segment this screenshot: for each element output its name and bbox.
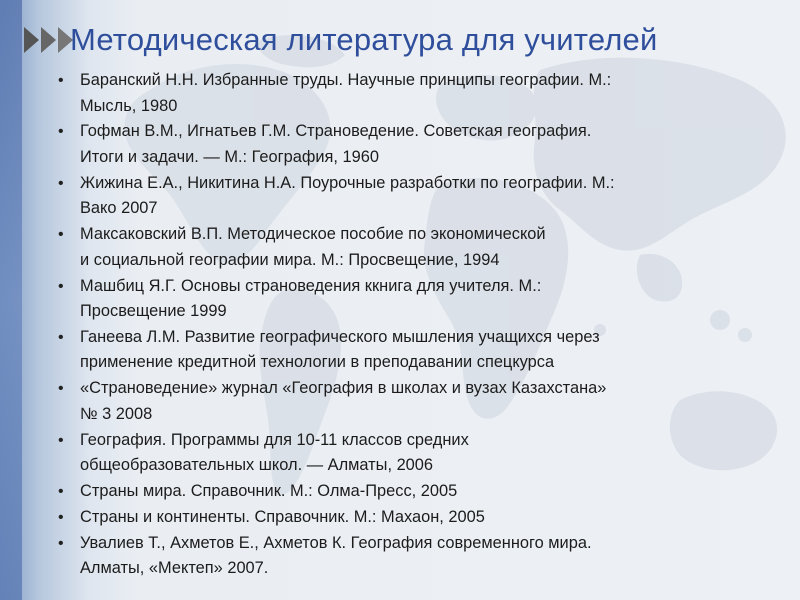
reference-line: Страны и континенты. Справочник. М.: Махаон, 2005 [80, 508, 485, 527]
list-item [56, 428, 776, 479]
reference-line: Увалиев Т., Ахметов Е., Ахметов К. География современного мира. [80, 533, 592, 552]
list-item [56, 222, 776, 273]
reference-line: Мысль, 1980 [80, 96, 178, 115]
list-item [56, 68, 776, 119]
arrow-icon-1 [24, 27, 39, 53]
list-item [56, 376, 776, 427]
reference-line: № 3 2008 [80, 404, 153, 423]
double-arrow-icon [24, 27, 73, 53]
reference-list [56, 68, 776, 582]
slide-title: Методическая литература для учителей [70, 22, 658, 57]
reference-line: Жижина Е.А., Никитина Н.А. Поурочные разработки по географии. М.: [80, 173, 615, 192]
reference-line: Алматы, «Мектеп» 2007. [80, 559, 269, 578]
bullet: • [58, 509, 64, 527]
bullet: • [58, 226, 64, 244]
reference-line: Вако 2007 [80, 199, 158, 218]
reference-line: Страны мира. Справочник. М.: Олма-Пресс, 2005 [80, 482, 458, 501]
reference-line: и социальной географии мира. М.: Просвещение, 1994 [80, 250, 500, 269]
list-item [56, 171, 776, 222]
arrow-icon-2 [41, 27, 56, 53]
left-sidebar-stripe [0, 0, 22, 600]
list-item [56, 505, 776, 531]
reference-line: Итоги и задачи. — М.: География, 1960 [80, 147, 379, 166]
reference-line: общеобразовательных школ. — Алматы, 2006 [80, 456, 434, 475]
reference-line: Ганеева Л.М. Развитие географического мышления учащихся через [80, 327, 600, 346]
list-item [56, 531, 776, 582]
reference-line: Просвещение 1999 [80, 302, 227, 321]
reference-line: «Страноведение» журнал «География в школах и вузах Казахстана» [80, 379, 607, 398]
reference-line: Машбиц Я.Г. Основы страноведения ккнига для учителя. М.: [80, 276, 542, 295]
bullet: • [58, 72, 64, 89]
bullet: • [58, 431, 64, 449]
bullet: • [58, 277, 64, 295]
bullet: • [58, 174, 64, 192]
reference-line: Максаковский В.П. Методическое пособие по экономической [80, 225, 546, 244]
list-item [56, 479, 776, 505]
bullet: • [58, 380, 64, 398]
reference-line: Гофман В.М., Игнатьев Г.М. Страноведение. Советская география. [80, 122, 592, 141]
list-item [56, 325, 776, 376]
reference-line: География. Программы для 10-11 классов средних [80, 430, 469, 449]
list-item [56, 119, 776, 170]
bullet: • [58, 123, 64, 141]
bullet: • [58, 483, 64, 501]
bullet: • [58, 328, 64, 346]
reference-line: применение кредитной технологии в преподавании спецкурса [80, 353, 555, 372]
bullet: • [58, 534, 64, 552]
list-item [56, 274, 776, 325]
reference-line: Баранский Н.Н. Избранные труды. Научные принципы географии. М.: [80, 71, 612, 89]
